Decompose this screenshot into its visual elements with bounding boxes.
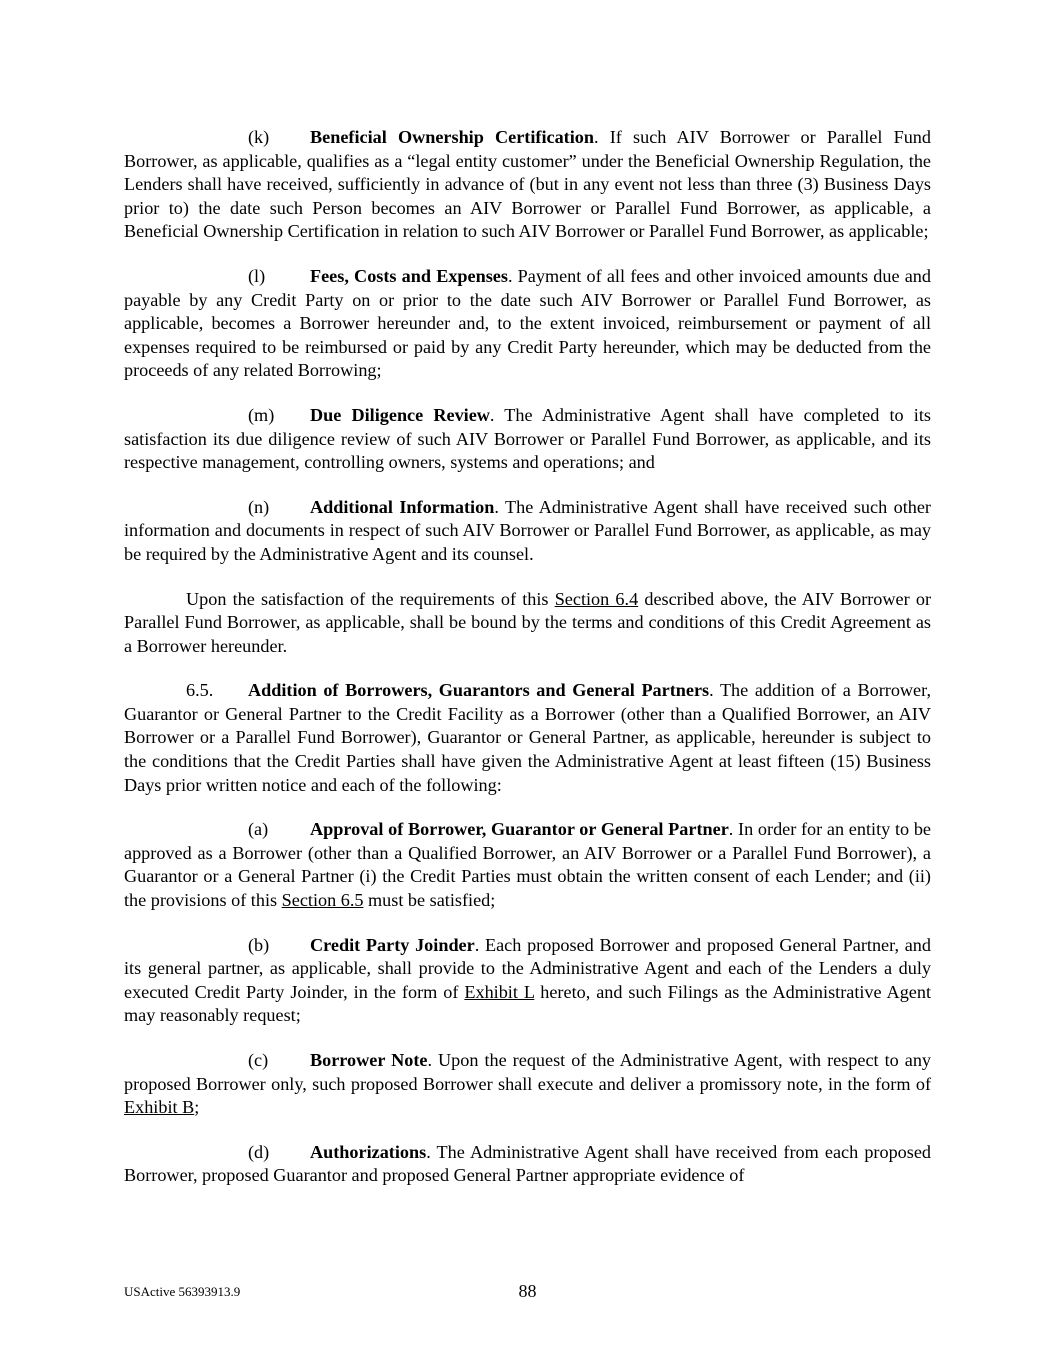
- clause-n: (n) Additional Information. The Administrative Agent shall have received such other information and documents in respect of such AIV Borrower or Parallel Fund Borrower, as applicable, as may be required by the Administrative Agent and its counsel.: [124, 496, 931, 564]
- section-6-4-link[interactable]: Section 6.4: [554, 588, 639, 609]
- clause-b: (b) Credit Party Joinder. Each proposed Borrower and proposed General Partner, and its general partner, as applicable, shall provide to the Administrative Agent and each of the Lenders a duly executed Credit Party Joinder, in the form of Exhibit L hereto, and such Filings as the Administrative Agent may reasonably request;: [124, 934, 932, 1026]
- clause-marker: (d): [248, 1141, 270, 1162]
- clause-heading: Borrower Note: [310, 1050, 428, 1070]
- clause-heading: Approval of Borrower, Guarantor or General Partner: [310, 819, 729, 840]
- clause-marker: (c): [248, 1050, 269, 1070]
- clause-heading: Authorizations: [310, 1141, 427, 1162]
- clause-marker: (l): [248, 265, 266, 286]
- clause-heading: Credit Party Joinder: [310, 934, 475, 955]
- page-number: 88: [518, 1281, 537, 1301]
- exhibit-b-link[interactable]: Exhibit B: [124, 1097, 195, 1118]
- clause-marker: (n): [248, 496, 270, 517]
- exhibit-l-link[interactable]: Exhibit L: [464, 981, 535, 1002]
- clause-marker: (m): [248, 404, 275, 425]
- clause-text: The Administrative Agent shall have received such other information and documents in respect of such AIV Borrower or Parallel Fund Borrower, as applicable, as may be required by the Administrative Agent and its counsel.: [124, 496, 931, 564]
- section-number: 6.5.: [186, 680, 214, 701]
- clause-m: (m) Due Diligence Review. The Administrative Agent shall have completed to its satisfaction its due diligence review of such AIV Borrower or Parallel Fund Borrower, as applicable, and its respective management, controlling owners, systems and operations; and: [124, 404, 931, 473]
- clause-marker: (a): [248, 819, 269, 840]
- clause-marker: (k): [248, 127, 270, 147]
- section-heading: Addition of Borrowers, Guarantors and General Partners: [248, 680, 710, 701]
- section-6-5: [124, 679, 931, 797]
- clause-heading: Beneficial Ownership Certification: [310, 127, 595, 147]
- upon-satisfaction-paragraph: Upon the satisfaction of the requirements of this Section 6.4 described above, the AIV Borrower or Parallel Fund Borrower, as applicable, shall be bound by the terms and conditions of this Credit Agreement as a Borrower hereunder.: [124, 588, 931, 656]
- clause-d: [124, 1141, 931, 1188]
- clause-marker: (b): [248, 934, 270, 955]
- clause-a: (a) Approval of Borrower, Guarantor or General Partner. In order for an entity to be approved as a Borrower (other than a Qualified Borrower, an AIV Borrower or a Parallel Fund Borrower), a Guarantor or a General Partner (i) the Credit Parties must obtain the written consent of each Lender; and (ii) the provisions of this Section 6.5 must be satisfied;: [124, 819, 931, 911]
- clause-text: Payment of all fees and other invoiced amounts due and payable by any Credit Party on or prior to the date such AIV Borrower or Parallel Fund Borrower, as applicable, becomes a Borrower hereunder and, to the extent invoiced, reimbursement or payment of all expenses required to be reimbursed or paid by any Credit Party hereunder, which may be deducted from the proceeds of any related Borrowing;: [124, 265, 931, 381]
- clause-heading: Due Diligence Review: [310, 404, 490, 425]
- section-text: . The addition of a Borrower, Guarantor or General Partner to the Credit Facility as a Borrower (other than a Qualified Borrower, an AIV Borrower or a Parallel Fund Borrower), Guarantor or General Partner, as applicable, hereunder is subject to the conditions that the Credit Parties shall have given the Administrative Agent at least fifteen (15) Business Days prior written notice and each of the following:: [124, 680, 931, 795]
- clause-text: If such AIV Borrower or Parallel Fund Borrower, as applicable, qualifies as a “legal entity customer” under the Beneficial Ownership Regulation, the Lenders shall have received, sufficiently in advance of (but in any event not less than three (3) Business Days prior to) the date such Person becomes an AIV Borrower or Parallel Fund Borrower, as applicable, a Beneficial Ownership Certification in relation to such AIV Borrower or Parallel Fund Borrower, as applicable;: [124, 127, 931, 242]
- clause-heading: Fees, Costs and Expenses: [310, 265, 508, 286]
- document-id: USActive 56393913.9: [124, 1284, 241, 1299]
- clause-text: The Administrative Agent shall have completed to its satisfaction its due diligence review of such AIV Borrower or Parallel Fund Borrower, as applicable, and its respective management, controlling owners, systems and operations; and: [124, 404, 931, 473]
- clause-text: . The Administrative Agent shall have received from each proposed Borrower, proposed Guarantor and proposed General Partner appropriate evidence of: [124, 1141, 931, 1186]
- clause-l: (l) Fees, Costs and Expenses. Payment of all fees and other invoiced amounts due and payable by any Credit Party on or prior to the date such AIV Borrower or Parallel Fund Borrower, as applicable, becomes a Borrower hereunder and, to the extent invoiced, reimbursement or payment of all expenses required to be reimbursed or paid by any Credit Party hereunder, which may be deducted from the proceeds of any related Borrowing;: [124, 265, 931, 381]
- document-body: [124, 126, 931, 1209]
- clause-heading: Additional Information: [310, 496, 495, 517]
- section-6-5-link[interactable]: Section 6.5: [281, 890, 364, 911]
- clause-c: (c) Borrower Note. Upon the request of the Administrative Agent, with respect to any proposed Borrower only, such proposed Borrower shall execute and deliver a promissory note, in the form of Exhibit B;: [124, 1050, 932, 1118]
- clause-k: (k) Beneficial Ownership Certification. If such AIV Borrower or Parallel Fund Borrower, as applicable, qualifies as a “legal entity customer” under the Beneficial Ownership Regulation, the Lenders shall have received, sufficiently in advance of (but in any event not less than three (3) Business Days prior to) the date such Person becomes an AIV Borrower or Parallel Fund Borrower, as applicable, a Beneficial Ownership Certification in relation to such AIV Borrower or Parallel Fund Borrower, as applicable;: [124, 127, 931, 242]
